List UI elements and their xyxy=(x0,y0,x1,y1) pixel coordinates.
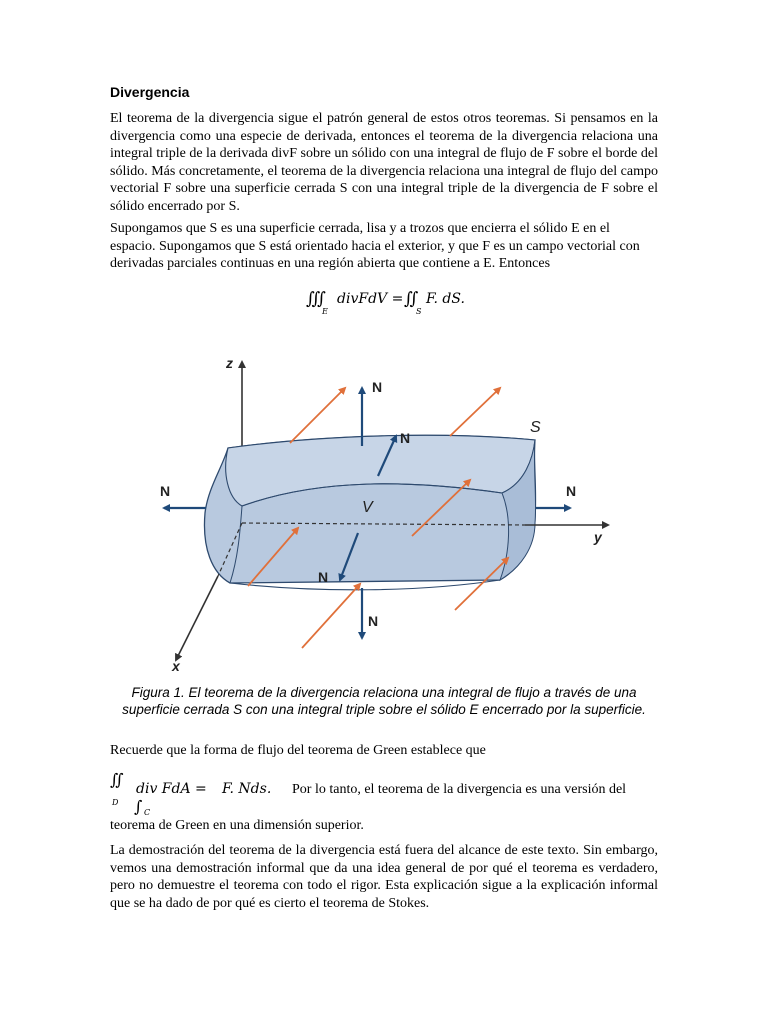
subscript-e: E xyxy=(322,307,328,316)
subscript-s: S xyxy=(416,307,422,316)
axis-y-label: y xyxy=(594,529,602,545)
normal-label: N xyxy=(368,613,379,629)
line-integral-symbol: ∫ xyxy=(134,797,143,816)
normal-label: N xyxy=(566,483,577,499)
divergence-figure xyxy=(150,348,620,678)
formula2-lhs: div FdA = xyxy=(136,781,207,797)
double-integral-symbol: ∬ xyxy=(110,770,124,789)
formula-lhs: divFdV = xyxy=(337,291,404,307)
normal-label: N xyxy=(400,430,411,446)
field-arrow xyxy=(290,388,345,443)
section-heading: Divergencia xyxy=(110,84,190,100)
green-theorem-end: teorema de Green en una dimensión superior. xyxy=(110,818,364,833)
paragraph-proof: La demostración del teorema de la divergencia está fuera del alcance de este texto. Sin embargo, vemos una demostración informal que da una idea general de por qué el teorema es verdadero, pero no demuestre el teorema con todo el rigor. Esta explicación sigue a la explicación informal que se ha dado de por qué es cierto el teorema de Stokes. xyxy=(110,843,658,911)
x-axis xyxy=(176,576,218,660)
green-theorem-conclusion: Por lo tanto, el teorema de la divergencia es una versión del xyxy=(292,782,627,797)
axis-z-label: z xyxy=(226,355,233,371)
formula2-rhs: F. Nds. xyxy=(222,781,272,797)
axis-x-label: x xyxy=(172,658,180,674)
formula-rhs: F. dS. xyxy=(426,291,465,307)
normal-label: N xyxy=(318,569,329,585)
normal-label: N xyxy=(160,483,171,499)
subscript-d: D xyxy=(112,798,119,807)
subscript-c: C xyxy=(144,808,151,817)
figure-caption: Figura 1. El teorema de la divergencia relaciona una integral de flujo a través de una superficie cerrada S con una integral triple sobre el sólido E encerrado por la superficie. xyxy=(122,685,646,717)
volume-v-label: V xyxy=(362,499,373,516)
normal-label: N xyxy=(372,379,383,395)
surface-s-label: S xyxy=(530,419,541,436)
field-arrow xyxy=(450,388,500,436)
field-arrow xyxy=(302,584,360,648)
paragraph-intro: El teorema de la divergencia sigue el patrón general de estos otros teoremas. Si pensamos en la divergencia como una especie de derivada, entonces el teorema de la divergencia relaciona una integral triple de la derivada divF sobre un sólido con una integral de flujo de F sobre el borde del sólido. Más concretamente, el teorema de la divergencia relaciona una integral de flujo del campo vectorial F sobre una superficie cerrada S con una integral triple de la divergencia de F sobre el sólido encerrado por S. xyxy=(110,111,658,214)
paragraph-hypothesis: Supongamos que S es una superficie cerrada, lisa y a trozos que encierra el sólido E en el espacio. Supongamos que S está orientado hacia el exterior, y que F es un campo vectorial con derivadas parciales continuas en una región abierta que contiene a E. Entonces xyxy=(110,221,640,272)
double-integral-symbol: ∬ xyxy=(404,289,419,309)
green-theorem-intro: Recuerde que la forma de flujo del teorema de Green establece que xyxy=(110,743,486,758)
triple-integral-symbol: ∭ xyxy=(306,289,327,309)
